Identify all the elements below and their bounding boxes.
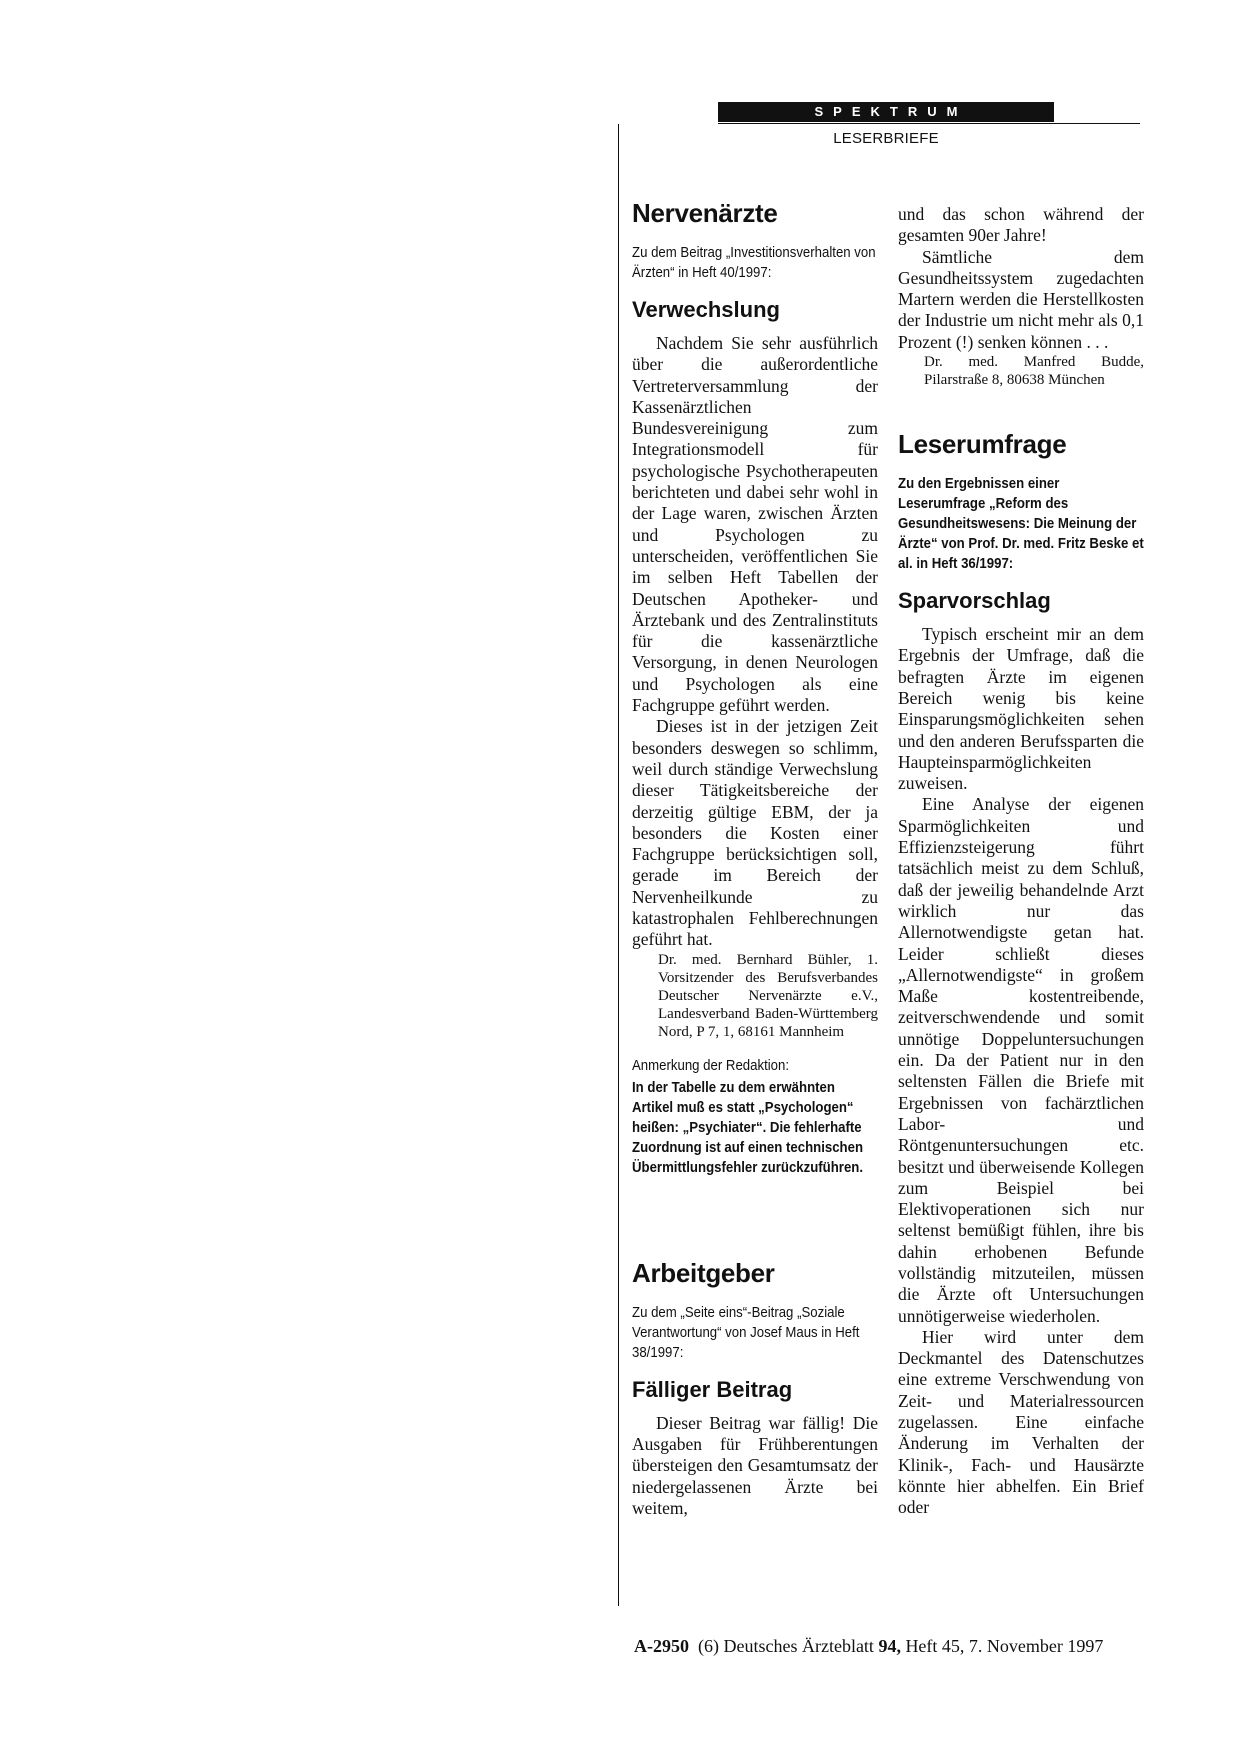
rubric-heading: Leserumfrage bbox=[898, 429, 1067, 460]
editor-note-heading: Anmerkung der Redaktion: bbox=[632, 1056, 790, 1074]
subsection-label: LESERBRIEFE bbox=[833, 130, 939, 147]
journal-name: (6) Deutsches Ärzteblatt bbox=[698, 1636, 874, 1656]
section-banner: SPEKTRUM bbox=[718, 102, 1054, 122]
editor-note-body: In der Tabelle zu dem erwähnten Artikel muß es statt „Psychologen“ heißen: „Psychiater“. Die fehlerhafte Zuordnung ist auf einen technischen Übermittlungsfehler zurückzuführen. bbox=[632, 1078, 864, 1176]
rubric-heading: Nervenärzte bbox=[632, 198, 778, 228]
page-number: A-2950 bbox=[634, 1636, 689, 1656]
reference-note: Zu dem Beitrag „Investitionsverhalten von Ärzten“ in Heft 40/1997: bbox=[632, 244, 876, 281]
letter-title: Verwechslung bbox=[632, 297, 780, 322]
letter-paragraph: Dieser Beitrag war fällig! Die Ausgaben für Frühberentungen übersteigen den Gesamtumsatz der niedergelassenen Ärzte bei weitem, bbox=[632, 1412, 878, 1518]
letter-title: Sparvorschlag bbox=[898, 588, 1051, 614]
column-divider bbox=[618, 124, 619, 1606]
letter-paragraph: Sämtliche dem Gesundheitssystem zugedachten Martern werden die Herstellkosten der Industrie um nicht mehr als 0,1 Prozent (!) senken können . . . bbox=[898, 246, 1144, 352]
reference-note: Zu den Ergebnissen einer Leserumfrage „Reform des Gesundheitswesens: Die Meinung der Ärzte“ von Prof. Dr. med. Fritz Beske et al. in Heft 36/1997: bbox=[898, 475, 1144, 573]
letter-paragraph: Eine Analyse der eigenen Sparmöglichkeiten und Effizienzsteigerung führt tatsächlich meist zu dem Schluß, daß der jeweilig behandelnde Arzt wirklich nur das Allernotwendigste getan hat. Leider schließt dieses „Allernotwendigste“ in großem Maße kostentreibende, zeitverschwendende und somit unnötige Doppeluntersuchungen ein. Da der Patient nur in den seltensten Fällen die Briefe mit Ergebnissen von fachärztlichen Labor- und Röntgenuntersuchungen etc. besitzt und überweisende Kollegen zum Beispiel bei Elektivoperationen sich nur seltenst bemüßigt fühlen, ihre bis dahin erhobenen Befunde vollständig mitzuteilen, müssen die Ärzte oft Untersuchungen unnötigerweise wiederholen. bbox=[898, 794, 1144, 1326]
header-rule bbox=[718, 123, 1140, 124]
right-column bbox=[898, 204, 1144, 1519]
issue-date: Heft 45, 7. November 1997 bbox=[905, 1636, 1104, 1656]
letter-paragraph: und das schon während der gesamten 90er Jahre! bbox=[898, 204, 1144, 246]
letter-paragraph: Typisch erscheint mir an dem Ergebnis der Umfrage, daß die befragten Ärzte im eigenen Bereich wenig bis keine Einsparungsmöglichkeiten sehen und den anderen Berufssparten die Haupteinsparmöglichkeiten zuweisen. bbox=[898, 624, 1144, 794]
volume-number: 94, bbox=[878, 1636, 901, 1656]
letter-paragraph: Dieses ist in der jetzigen Zeit besonders deswegen so schlimm, weil durch ständige Verwechslung dieser Tätigkeitsbereiche der derzeitig gültige EBM, der ja besonders die Kosten einer Fachgruppe berücksichtigen soll, gerade im Bereich der Nervenheilkunde zu katastrophalen Fehlberechnungen geführt hat. bbox=[632, 716, 878, 950]
letter-paragraph: Nachdem Sie sehr ausführlich über die außerordentliche Vertreterversammlung der Kassenärztlichen Bundesvereinigung zum Integrationsmodell für psychologische Psychotherapeuten berichteten und dabei sehr wohl in der Lage waren, zwischen Ärzten und Psychologen zu unterscheiden, veröffentlichen Sie im selben Heft Tabellen der Deutschen Apotheker- und Ärztebank und des Zentralinstituts für die kassenärztliche Versorgung, in denen Neurologen und Psychologen als eine Fachgruppe geführt werden. bbox=[632, 333, 878, 716]
letter-signature: Dr. med. Bernhard Bühler, 1. Vorsitzender des Berufsverbandes Deutscher Nervenärzte e.V., Landesverband Baden-Württemberg Nord, P 7, 1, 68161 Mannheim bbox=[658, 951, 878, 1040]
page-footer bbox=[634, 1636, 1174, 1657]
letter-signature: Dr. med. Manfred Budde, Pilarstraße 8, 80638 München bbox=[924, 354, 1144, 389]
letter-paragraph: Hier wird unter dem Deckmantel des Datenschutzes eine extreme Verschwendung von Zeit- und Materialressourcen zugelassen. Eine einfache Änderung im Verhalten der Klinik-, Fach- und Hausärzte könnte hier abhelfen. Ein Brief oder bbox=[898, 1326, 1144, 1518]
reference-note: Zu dem „Seite eins“-Beitrag „Soziale Verantwortung“ von Josef Maus in Heft 38/1997: bbox=[632, 1303, 860, 1361]
letter-title: Fälliger Beitrag bbox=[632, 1376, 793, 1402]
rubric-heading: Arbeitgeber bbox=[632, 1257, 775, 1288]
left-column bbox=[632, 198, 878, 1519]
